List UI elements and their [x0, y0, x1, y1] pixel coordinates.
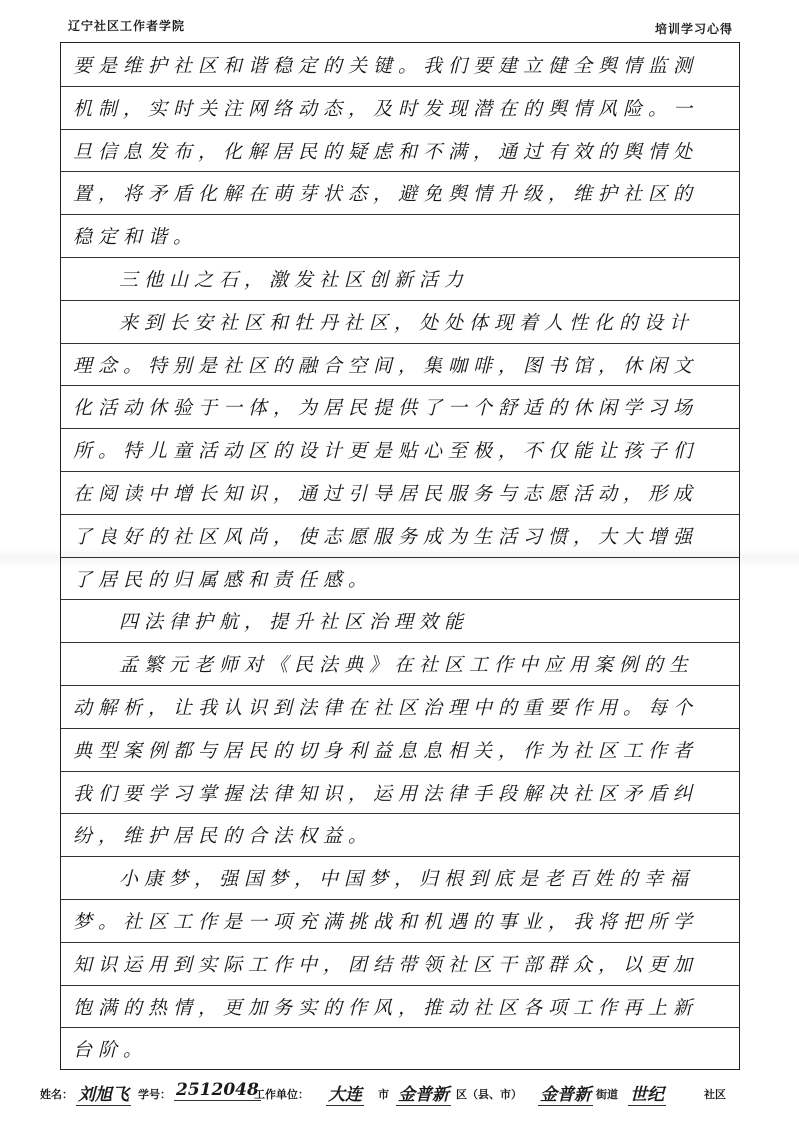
community-value: 世纪 — [628, 1080, 666, 1106]
scan-artifact — [0, 548, 799, 568]
ruled-line — [61, 471, 739, 472]
handwritten-line: 化活动休验于一体，为居民提供了一个舒适的休闲学习场 — [73, 397, 699, 420]
handwritten-line: 所。特儿童活动区的设计更是贴心至极，不仅能让孩子们 — [73, 440, 699, 463]
ruled-line — [61, 1027, 739, 1028]
handwritten-line: 四法律护航，提升社区治理效能 — [119, 611, 470, 634]
ruled-line — [61, 685, 739, 686]
signature-footer — [36, 1080, 776, 1106]
handwritten-line: 纷，维护居民的合法权益。 — [73, 825, 374, 848]
ruled-line — [61, 300, 739, 301]
handwritten-line: 三他山之石，激发社区创新活力 — [119, 269, 470, 291]
handwritten-line: 要是维护社区和谐稳定的关键。我们要建立健全舆情监测 — [73, 55, 699, 77]
ruled-line — [61, 129, 739, 130]
ruled-line — [61, 428, 739, 429]
ruled-line — [61, 385, 739, 386]
ruled-line — [61, 771, 739, 772]
handwritten-line: 小康梦，强国梦，中国梦，归根到底是老百姓的幸福 — [119, 868, 695, 891]
handwritten-line: 旦信息发布，化解居民的疑虑和不满，通过有效的舆情处 — [73, 140, 699, 163]
handwritten-line: 孟繁元老师对《民法典》在社区工作中应用案例的生 — [119, 654, 695, 677]
handwritten-line: 理念。特别是社区的融合空间，集咖啡，图书馆，休闲文 — [73, 354, 699, 377]
handwritten-line: 梦。社区工作是一项充满挑战和机遇的事业，我将把所学 — [73, 911, 699, 933]
handwritten-line: 机制，实时关注网络动态，及时发现潜在的舆情风险。一 — [73, 97, 699, 120]
handwritten-line: 典型案例都与居民的切身利益息息相关，作为社区工作者 — [73, 739, 699, 762]
handwritten-line: 饱满的热情，更加务实的作风，推动社区各项工作再上新 — [73, 996, 699, 1019]
name-label: 姓名： — [40, 1088, 73, 1101]
handwritten-line: 在阅读中增长知识，通过引导居民服务与志愿活动，形成 — [73, 483, 699, 505]
handwritten-line: 稳定和谐。 — [73, 226, 199, 249]
street-suffix: 街道 — [596, 1088, 618, 1101]
district-suffix: 区（县、市） — [456, 1088, 522, 1101]
district-value: 金普新 — [396, 1080, 451, 1106]
work-unit-label: 工作单位： — [254, 1088, 309, 1101]
handwritten-line: 我们要学习掌握法律知识，运用法律手段解决社区矛盾纠 — [73, 782, 699, 805]
ruled-line — [61, 214, 739, 215]
ruled-line — [61, 642, 739, 643]
handwritten-line: 知识运用到实际工作中，团结带领社区干部群众，以更加 — [73, 953, 699, 976]
student-id-value: 2512048 — [176, 1080, 259, 1100]
ruled-line — [61, 514, 739, 515]
ruled-line — [61, 599, 739, 600]
header-institution: 辽宁社区工作者学院 — [68, 19, 186, 33]
ruled-line — [61, 813, 739, 814]
handwritten-line: 来到长安社区和牡丹社区，处处体现着人性化的设计 — [119, 311, 695, 334]
ruled-line — [61, 856, 739, 857]
ruled-line — [61, 343, 739, 344]
handwritten-line: 了良好的社区风尚，使志愿服务成为生活习惯，大大增强 — [73, 525, 699, 548]
handwritten-line: 动解析，让我认识到法律在社区治理中的重要作用。每个 — [73, 697, 699, 719]
ruled-line — [61, 728, 739, 729]
handwritten-line: 台阶。 — [73, 1039, 149, 1062]
community-suffix: 社区 — [704, 1088, 726, 1101]
ruled-line — [61, 257, 739, 258]
ruled-line — [61, 86, 739, 87]
handwritten-line: 置，将矛盾化解在萌芽状态，避免舆情升级，维护社区的 — [73, 183, 699, 206]
header-document-title: 培训学习心得 — [654, 22, 733, 36]
ruled-line — [61, 942, 739, 943]
ruled-line — [61, 899, 739, 900]
city-value: 大连 — [326, 1080, 364, 1106]
ruled-line — [61, 171, 739, 172]
name-value: 刘旭飞 — [76, 1080, 131, 1106]
ruled-line — [61, 985, 739, 986]
street-value: 金普新 — [538, 1080, 593, 1106]
handwritten-line: 了居民的归属感和责任感。 — [73, 568, 374, 591]
student-id-label: 学号： — [138, 1088, 171, 1101]
city-suffix: 市 — [378, 1088, 389, 1101]
